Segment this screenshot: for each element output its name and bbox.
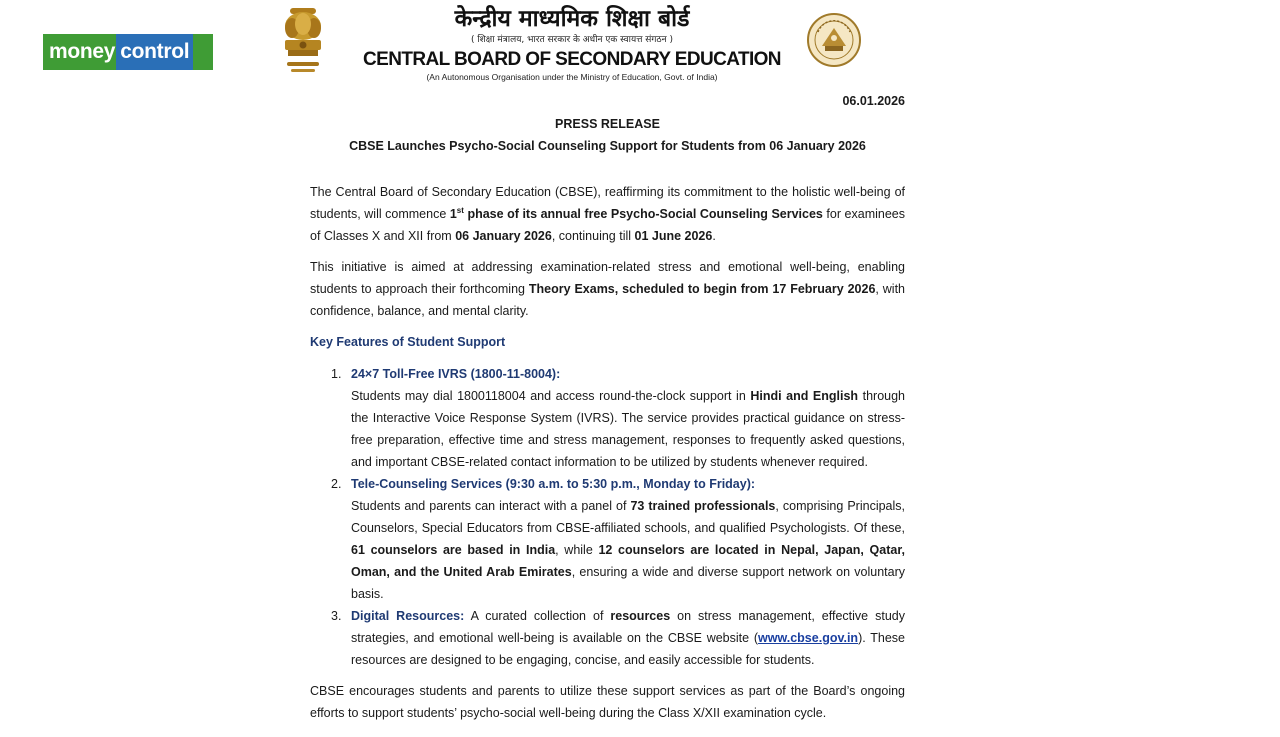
list-number: 3. bbox=[331, 609, 342, 623]
feature-item-tele-counseling bbox=[310, 473, 905, 605]
letterhead-hindi-subtitle: ( शिक्षा मंत्रालय, भारत सरकार के अधीन एक स्वायत्त संगठन ) bbox=[470, 35, 674, 45]
list-number: 2. bbox=[331, 477, 342, 491]
feature-title-ivrs: 24×7 Toll-Free IVRS (1800-11-8004): bbox=[351, 367, 561, 381]
letterhead-hindi-title: केन्द्रीय माध्यमिक शिक्षा बोर्ड bbox=[454, 6, 690, 32]
letterhead-english-subtitle: (An Autonomous Organisation under the Ministry of Education, Govt. of India) bbox=[426, 72, 718, 82]
list-number: 1. bbox=[331, 367, 342, 381]
cbse-website-link[interactable]: www.cbse.gov.in bbox=[758, 631, 859, 645]
letterhead bbox=[352, 4, 792, 83]
key-features-heading: Key Features of Student Support bbox=[310, 335, 506, 349]
intro-paragraph: The Central Board of Secondary Education (CBSE), reaffirming its commitment to the holistic well-being of students, will commence 1st phase of its annual free Psycho-Social Counseling Services for examinees of Classes X and XII from 06 January 2026, continuing till 01 June 2026. bbox=[310, 185, 906, 243]
letterhead-english-title: CENTRAL BOARD OF SECONDARY EDUCATION bbox=[363, 49, 781, 70]
cbse-seal-icon bbox=[806, 10, 862, 70]
press-release-label: PRESS RELEASE bbox=[555, 117, 660, 131]
feature-title-tele-counseling: Tele-Counseling Services (9:30 a.m. to 5:30 p.m., Monday to Friday): bbox=[351, 477, 756, 491]
feature-title-digital-resources: Digital Resources: bbox=[351, 609, 465, 623]
logo-text-control: control bbox=[116, 34, 193, 70]
initiative-paragraph: This initiative is aimed at addressing examination-related stress and emotional well-being, enabling students to approach their forthcoming Theory Exams, scheduled to begin from 17 February 2026, with confidence, balance, and mental clarity. bbox=[310, 260, 905, 318]
feature-text-tele-counseling: Students and parents can interact with a panel of 73 trained professionals, comprising Principals, Counselors, Special Educators from CBSE-affiliated schools, and qualified Psychologists. Of these, 61 counselors are based in India, while 12 counselors are located in Nepal, Japan, Qatar, Oman, and the United Arab Emirates, ensuring a wide and diverse support network on voluntary basis. bbox=[351, 499, 905, 601]
closing-paragraph: CBSE encourages students and parents to utilize these support services as part of the Board’s ongoing efforts to support students’ psycho-social well-being during the Class X/XII examination cycle. bbox=[310, 684, 905, 720]
feature-text-digital-resources: Digital Resources: A curated collection of resources on stress management, effective study strategies, and emotional well-being is available on the CBSE website (www.cbse.gov.in). These resources are designed to be engaging, concise, and easily accessible for students. bbox=[351, 609, 906, 667]
national-emblem-icon bbox=[276, 6, 330, 80]
logo-text-money: money bbox=[49, 40, 116, 63]
moneycontrol-logo bbox=[43, 34, 213, 70]
release-date: 06.01.2026 bbox=[842, 94, 905, 108]
press-release-body bbox=[310, 181, 905, 737]
feature-item-digital-resources bbox=[310, 605, 905, 671]
feature-item-ivrs bbox=[310, 363, 905, 473]
feature-text-ivrs: Students may dial 1800118004 and access round-the-clock support in Hindi and English through the Interactive Voice Response System (IVRS). The service provides practical guidance on stress-free preparation, effective time and stress management, responses to frequently asked questions, and important CBSE-related contact information to be utilized by students whenever required. bbox=[351, 389, 905, 469]
press-release-title: CBSE Launches Psycho-Social Counseling Support for Students from 06 January 2026 bbox=[349, 139, 866, 153]
